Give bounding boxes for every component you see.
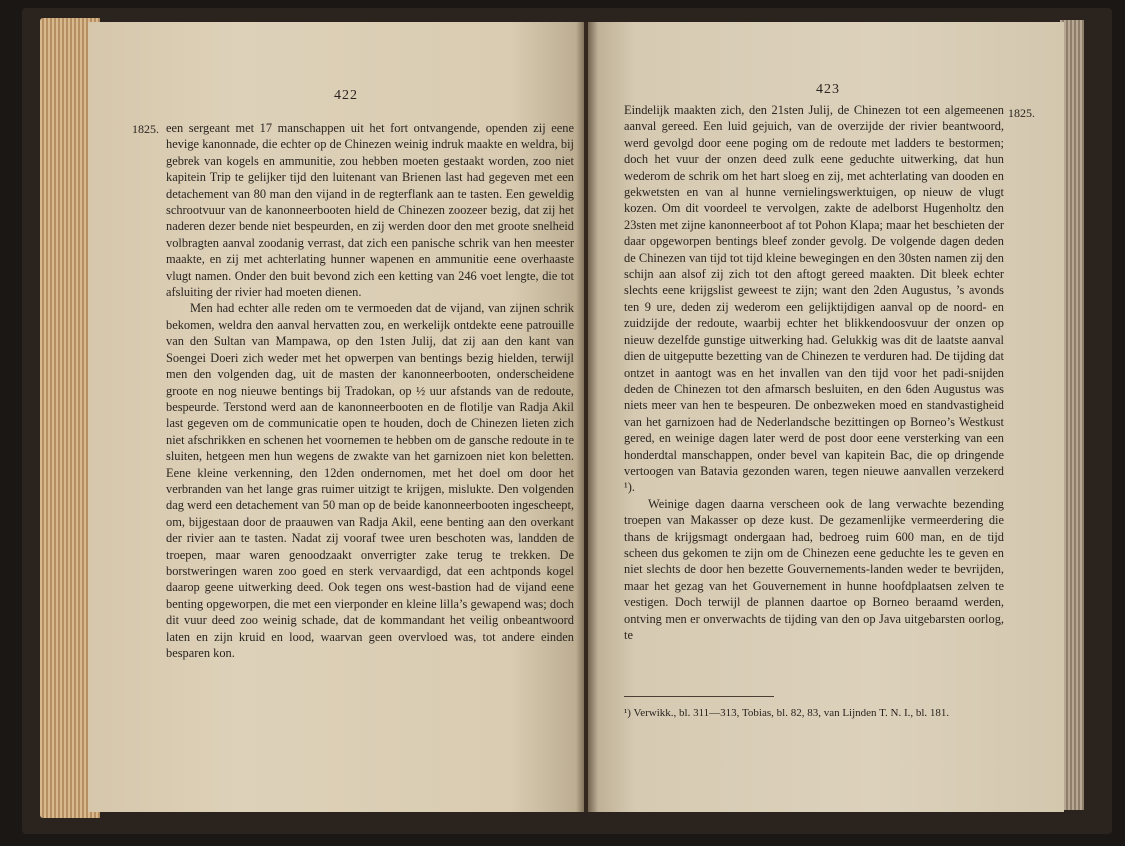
paragraph: een sergeant met 17 manschappen uit het fort ontvangende, openden zij eene hevige kanonnade, die echter op de Chinezen weinig indruk maakte en weldra, bij gebrek van kogels en ammunitie, zou hebben moeten gestaakt worden, zoo niet kapitein Trip te gelijker tijd den luitenant van Brienen last had gegeven met een detachement van 80 man den vijand in de regterflank aan te tasten. Een geweldig schrootvuur van de kanonneerbooten hield de Chinezen zoozeer bezig, dat zij het naderen dezer bende niet bespeurden, en zij werden door den met groote snelheid volbragten aanval zoodanig verrast, dat zich een panische schrik van hen meester maakte, en zij met achterlating hunner wapenen en ammunitie eene overhaaste vlugt namen. Onder den buit bevond zich een ketting van 246 voet lengte, die tot afsluiting der rivier had moeten dienen. (166, 121, 574, 300)
year-margin: 1825. (132, 122, 159, 136)
left-page (88, 22, 584, 812)
left-body-text (166, 120, 574, 661)
page-number: 423 (816, 82, 840, 97)
page-number: 422 (334, 88, 358, 103)
book-gutter (576, 22, 598, 812)
right-body-text (624, 102, 1004, 643)
right-page (588, 22, 1064, 812)
paragraph: Eindelijk maakten zich, den 21sten Julij, de Chinezen tot een algemeenen aanval gereed. Een luid gejuich, van de overzijde der rivier beantwoord, werd gevolgd door eene poging om de redoute met ladders te bestormen; doch het vuur der onzen deed zulk eene geduchte uitwerking, dat hun wederom de schrik om het hart sloeg en zij, met achterlating van dooden en gekwetsten en van al hunne vernielingswerktuigen, op nieuw de vlugt kozen. Om dit voordeel te vervolgen, zakte de adelborst Hugenholtz den 23sten met zijne kanonneerboot af tot Pohon Klapa; maar het beschieten der daar opgeworpen bentings bleef zonder gevolg. De volgende dagen deden de Chinezen van tijd tot tijd kleine bewegingen en den 30sten namen zij den schijn aan alsof zij zich tot den aftogt gereed maakten. Dit bleek echter slechts eene krijgslist geweest te zijn; want den 2den Augustus, ’s avonds ten 9 ure, deden zij wederom een gelijktijdigen aanval op de noord- en zuidzijde der redoute, waarbij echter het blikkendoosvuur der onzen op nieuw dezelfde gunstige uitwerking had. Gelukkig was dit de laatste aanval dien de uitgeputte bezetting van de Chinezen te verduren had. De tijding dat ontzet in aantogt was en het invallen van den tijd voor het padi-snijden deden de Chinezen tot den afmarsch besluiten, en den 6den Augustus was niets meer van hen te bespeuren. De onbezweken moed en standvastigheid van het garnizoen had de Nederlandsche bezittingen op Borneo’s Westkust gered, en weinige dagen later werd de post door eene versterking van een honderdtal manschappen, onder bevel van kapitein Bac, die op dringende vertoogen van Batavia gezonden waren, tegen nieuwe aanvallen verzekerd ¹). (624, 103, 1004, 495)
year-margin: 1825. (1008, 106, 1035, 120)
paragraph: Weinige dagen daarna verscheen ook de lang verwachte bezending troepen van Makasser op deze kust. De gezamenlijke vermeerdering die thans de krijgsmagt ondergaan had, bedroeg ruim 600 man, en de tijd scheen dus gekomen te zijn om de Chinezen eene geduchte les te geven en niet slechts de door hen bezette Gouvernements-landen weder te bevrijden, maar het gezag van het Gouvernement in hunne hoofdplaatsen zelven te vestigen. Doch terwijl de plannen daartoe op Borneo beraamd werden, ontving men er onverwachts de tijding van den op Java uitgebarsten oorlog, te (624, 496, 1004, 642)
paragraph: Men had echter alle reden om te vermoeden dat de vijand, van zijnen schrik bekomen, weldra den aanval hervatten zou, en werkelijk ontdekte eene patrouille van den Sultan van Mampawa, op den 1sten Julij, dat zij aan den kant van Soengei Doeri zich weder met het opwerpen van bentings bezig hielden, terwijl men den volgenden dag, uit de masten der kanonneerbooten, onderscheidene groote en nog nieuwe bentings bij Tradokan, op ½ uur afstands van de redoute, bespeurde. Terstond werd aan de kanonneerbooten en de flotilje van Radja Akil last gegeven om de communicatie open te houden, doch de Chinezen lieten zich niet afschrikken en schenen het voornemen te hebben om de gansche redoute in te sluiten, hetgeen men hun wegens de zwakte van het garnizoen niet kon beletten. Eene kleine verkenning, den 12den ondernomen, met het doel om door het verbranden van het lange gras ruimer uitzigt te krijgen, mislukte. Den volgenden dag werd een detachement van 50 man op de beide kanonneerbooten ingescheept, om, bijgestaan door de praauwen van Radja Akil, eene benting aan den overkant der rivier aan te tasten. Nadat zij vooraf twee uren beschoten was, landden de troepen, maar waren genoodzaakt onverrigter zake terug te trekken. De borstweringen waren zoo goed en sterk vervaardigd, dat een achtponds kogel daarop geene uitwerking deed. Ook tegen ons west-bastion had de vijand eene benting opgeworpen, die met een vierponder en kleine lilla’s gewapend was; doch dit vuur deed zoo weinig schade, dat de kommandant het veilig onbeantwoord laten en zijn kruid en lood, waarvan geen overvloed was, tot andere einden besparen kon. (166, 301, 574, 660)
footnote-rule (624, 696, 774, 697)
footnote: ¹) Verwikk., bl. 311—313, Tobias, bl. 82, 83, van Lijnden T. N. I., bl. 181. (624, 707, 950, 719)
